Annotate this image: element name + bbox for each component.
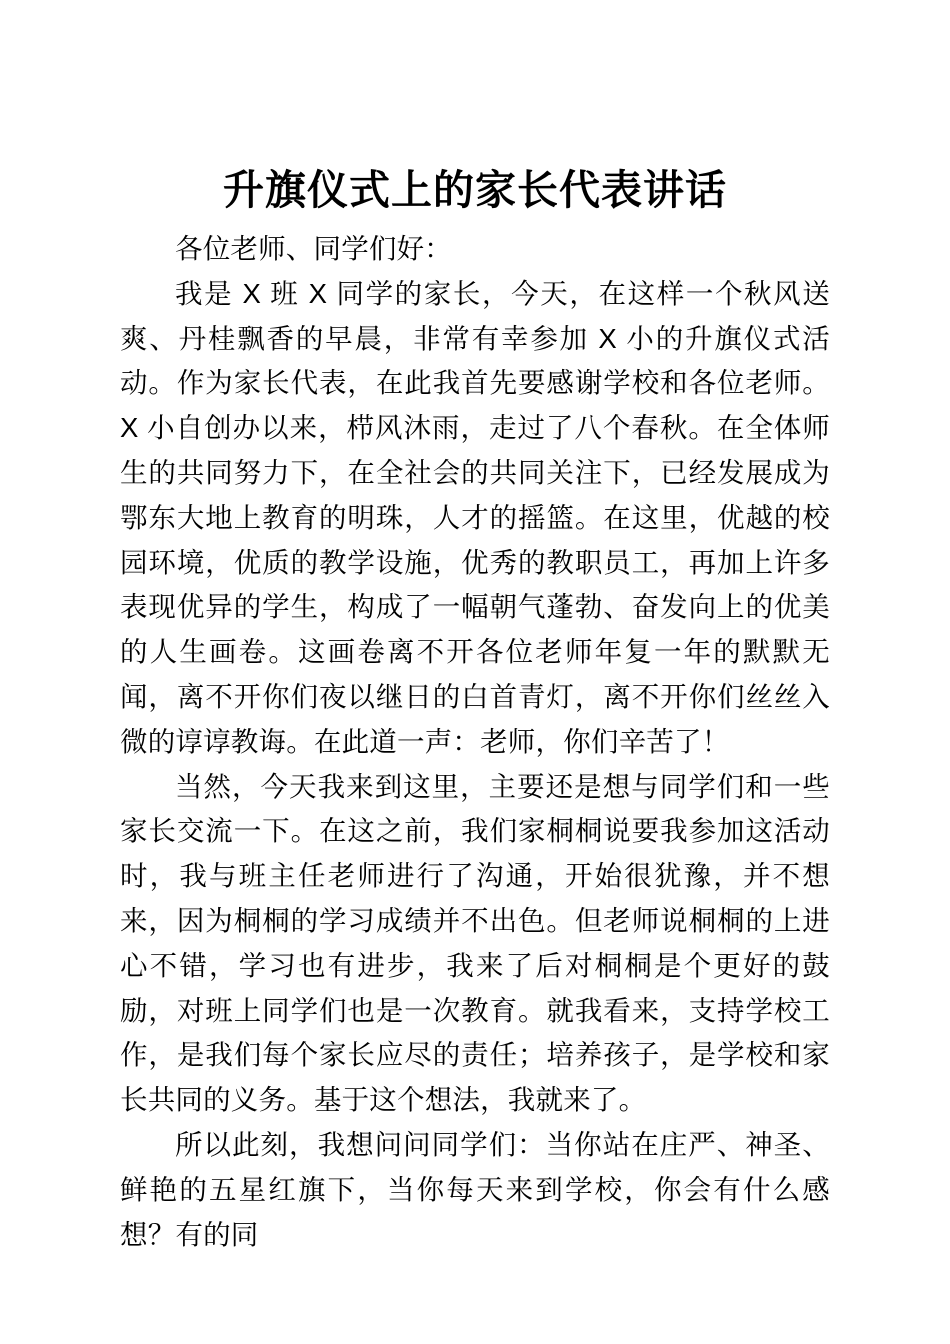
paragraph-question-to-students: 所以此刻，我想问问同学们：当你站在庄严、神圣、鲜艳的五星红旗下，当你每天来到学校，你会有什么感想？有的同: [120, 1128, 830, 1250]
paragraph-reason-for-coming: 当然，今天我来到这里，主要还是想与同学们和一些家长交流一下。在这之前，我们家桐桐说要我参加这活动时，我与班主任老师进行了沟通，开始很犹豫，并不想来，因为桐桐的学习成绩并不出色。但老师说桐桐的上进心不错，学习也有进步，我来了后对桐桐是个更好的鼓励，对班上同学们也是一次教育。就我看来，支持学校工作，是我们每个家长应尽的责任；培养孩子，是学校和家长共同的义务。基于这个想法，我就来了。: [120, 770, 830, 1116]
document-body: [120, 227, 830, 1257]
paragraph-intro-thanks: 我是 X 班 X 同学的家长，今天，在这样一个秋风送爽、丹桂飘香的早晨，非常有幸参加 X 小的升旗仪式活动。作为家长代表，在此我首先要感谢学校和各位老师。X 小自创办以来，栉风沐雨，走过了八个春秋。在全体师生的共同努力下，在全社会的共同关注下，已经发展成为鄂东大地上教育的明珠，人才的摇篮。在这里，优越的校园环境，优质的教学设施，优秀的教职员工，再加上许多表现优异的学生，构成了一幅朝气蓬勃、奋发向上的优美的人生画卷。这画卷离不开各位老师年复一年的默默无闻，离不开你们夜以继日的白首青灯，离不开你们丝丝入微的谆谆教诲。在此道一声：老师，你们辛苦了！: [120, 277, 830, 757]
paragraph-greeting: 各位老师、同学们好：: [175, 233, 452, 264]
document-title: 升旗仪式上的家长代表讲话: [223, 167, 727, 213]
